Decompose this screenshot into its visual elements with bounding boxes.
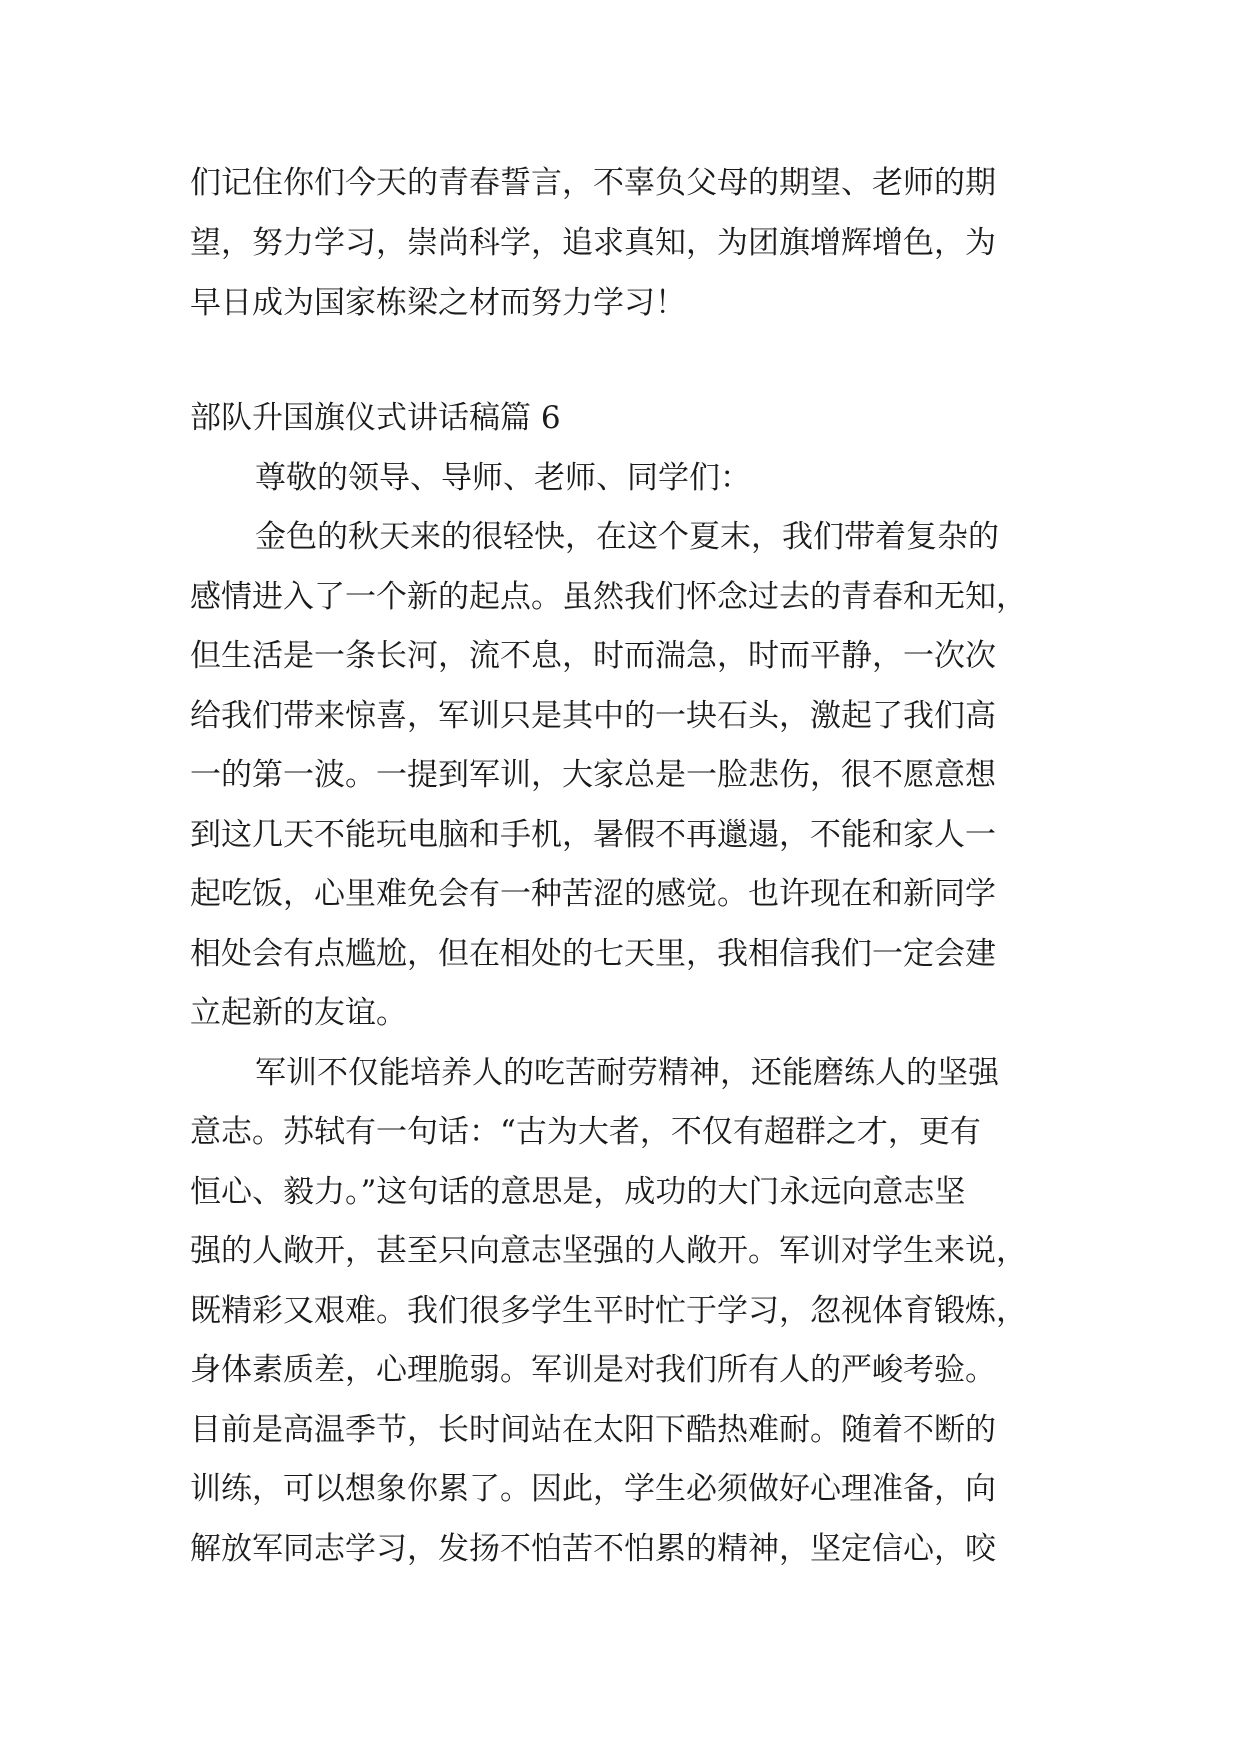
text-line: 但生活是一条长河，流不息，时而湍急，时而平静，一次次 [190,638,996,674]
text-line: 恒心、毅力。”这句话的意思是，成功的大门永远向意志坚 [190,1174,966,1210]
text-line: 军训不仅能培养人的吃苦耐劳精神，还能磨练人的坚强 [255,1055,999,1091]
section-heading: 部队升国旗仪式讲话稿篇 6 [190,400,561,436]
text-line: 一的第一波。一提到军训，大家总是一脸悲伤，很不愿意想 [190,757,996,793]
text-line: 到这几天不能玩电脑和手机，暑假不再邋遢，不能和家人一 [190,817,996,853]
text-line: 们记住你们今天的青春誓言，不辜负父母的期望、老师的期 [190,165,996,201]
text-line: 解放军同志学习，发扬不怕苦不怕累的精神，坚定信心，咬 [190,1531,996,1567]
text-line: 目前是高温季节，长时间站在太阳下酷热难耐。随着不断的 [190,1412,996,1448]
text-line: 金色的秋天来的很轻快，在这个夏末，我们带着复杂的 [255,519,999,555]
text-line: 感情进入了一个新的起点。虽然我们怀念过去的青春和无知， [190,579,1027,615]
text-line: 身体素质差，心理脆弱。军训是对我们所有人的严峻考验。 [190,1352,996,1388]
salutation: 尊敬的领导、导师、老师、同学们： [255,460,751,496]
text-line: 立起新的友谊。 [190,995,407,1031]
text-line: 早日成为国家栋梁之材而努力学习！ [190,285,686,321]
text-line: 给我们带来惊喜，军训只是其中的一块石头，激起了我们高 [190,698,996,734]
text-line: 起吃饭，心里难免会有一种苦涩的感觉。也许现在和新同学 [190,876,996,912]
text-line: 既精彩又艰难。我们很多学生平时忙于学习，忽视体育锻炼， [190,1293,1027,1329]
text-line: 相处会有点尴尬，但在相处的七天里，我相信我们一定会建 [190,936,996,972]
text-line: 意志。苏轼有一句话：“古为大者，不仅有超群之才，更有 [190,1114,981,1150]
text-line: 望，努力学习，崇尚科学，追求真知，为团旗增辉增色，为 [190,225,996,261]
text-line: 训练，可以想象你累了。因此，学生必须做好心理准备，向 [190,1471,996,1507]
text-line: 强的人敞开，甚至只向意志坚强的人敞开。军训对学生来说， [190,1233,1027,1269]
